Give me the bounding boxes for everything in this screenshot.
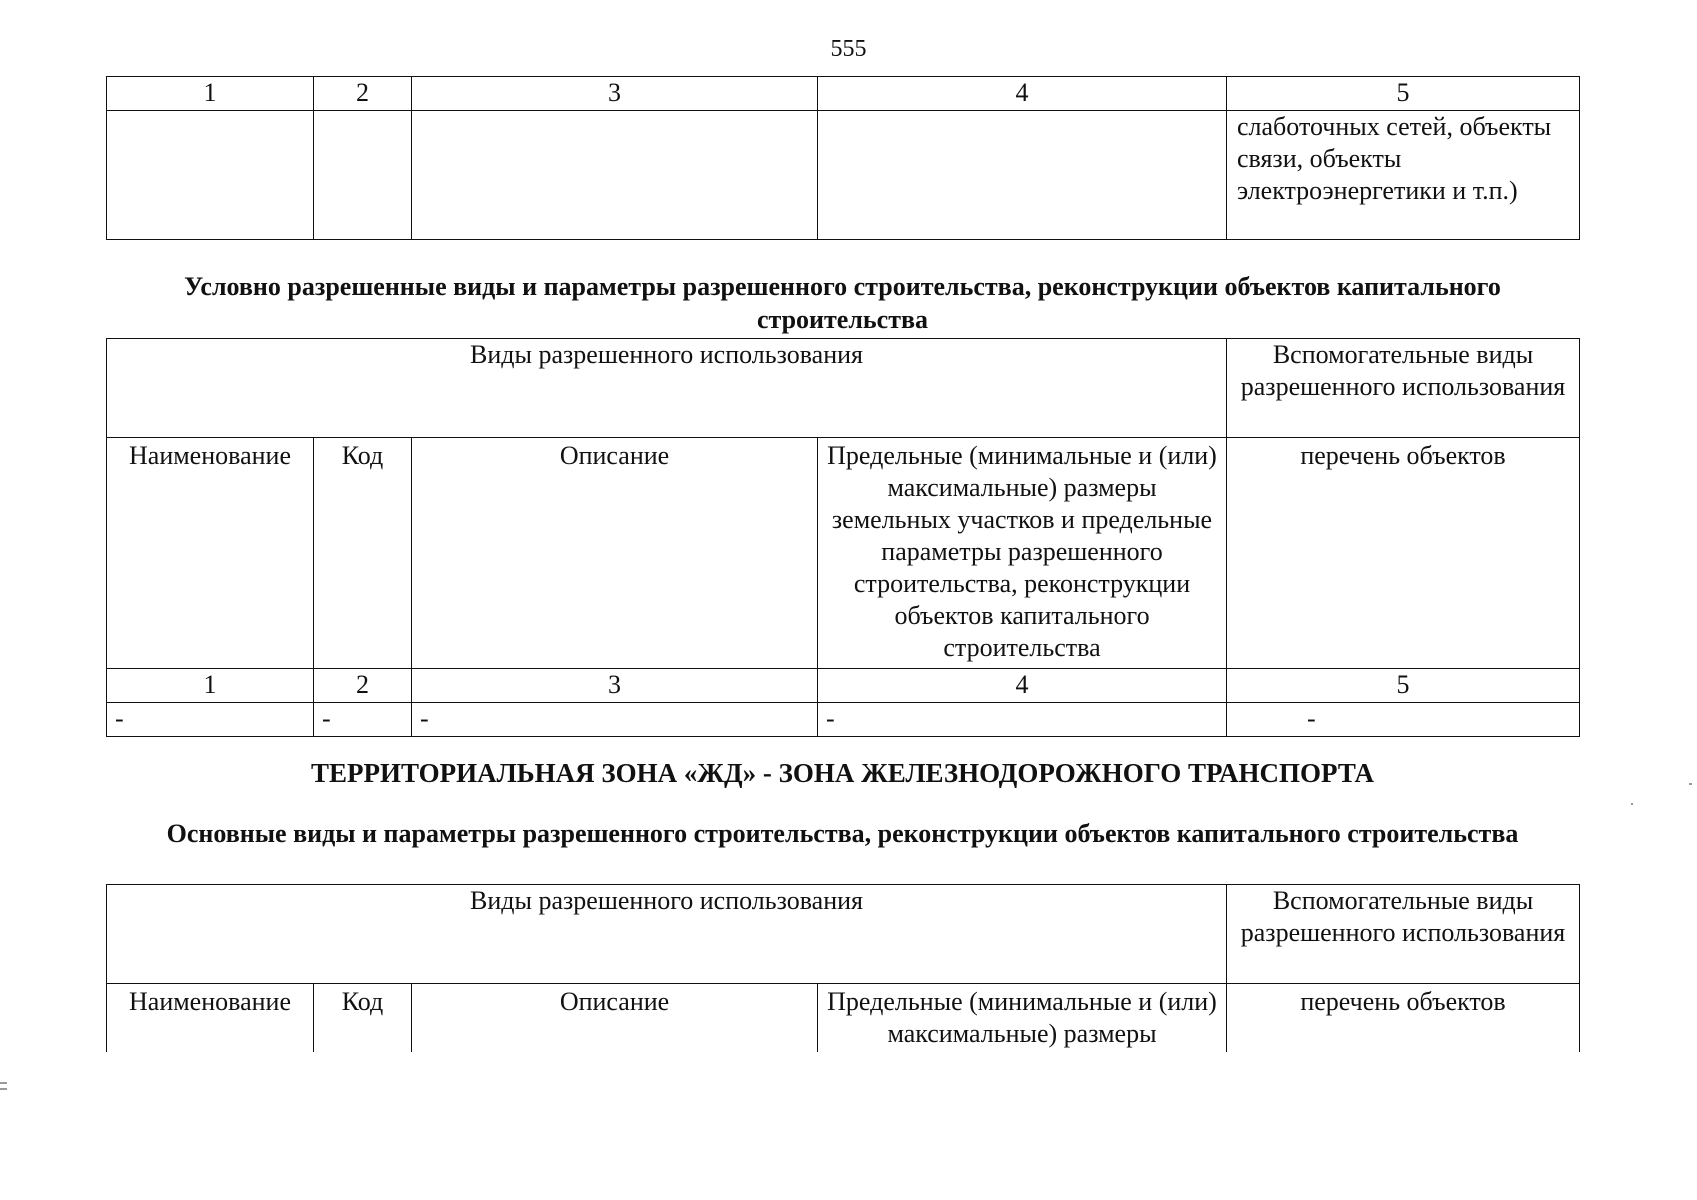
table-row: [107, 111, 1580, 240]
column-header-objects: перечень объектов: [1227, 984, 1580, 1153]
table-cell: [412, 111, 818, 240]
column-number-2: 2: [314, 669, 412, 703]
column-header-name: Наименование: [107, 984, 314, 1153]
column-number-1: 1: [107, 669, 314, 703]
column-number-4: 4: [818, 669, 1227, 703]
page-number: 555: [830, 36, 867, 62]
column-header-objects: перечень объектов: [1227, 438, 1580, 669]
column-number-row: [107, 669, 1580, 703]
main-section-heading: Основные виды и параметры разрешенного строительства, реконструкции объектов капитального строительства: [166, 819, 1519, 848]
column-header-description: Описание: [412, 984, 818, 1153]
column-header-code: Код: [314, 984, 412, 1153]
table-header-row: [107, 339, 1580, 438]
column-number-2: 2: [314, 77, 412, 111]
auxiliary-use-header: Вспомогательные виды разрешенного использования: [1227, 885, 1580, 984]
scan-mark: [1689, 783, 1692, 785]
column-header-code: Код: [314, 438, 412, 669]
continuation-table: [106, 76, 1580, 240]
page-bottom-margin: [0, 1052, 1697, 1200]
conditional-section-heading: Условно разрешенные виды и параметры разрешенного строительства, реконструкции объектов капитального строительства: [184, 272, 1501, 334]
column-header-name: Наименование: [107, 438, 314, 669]
scan-mark: [0, 1082, 7, 1084]
table-cell-code: -: [314, 703, 412, 737]
column-header-limits: Предельные (минимальные и (или) максимальные) размеры: [818, 984, 1227, 1153]
table-subheader-row: [107, 438, 1580, 669]
scan-mark: [1631, 803, 1633, 805]
table-cell: [107, 111, 314, 240]
table-cell-limits: -: [818, 703, 1227, 737]
auxiliary-objects-cell: слаботочных сетей, объекты связи, объекты электроэнергетики и т.п.): [1227, 111, 1580, 240]
column-number-5: 5: [1227, 77, 1580, 111]
table-cell: [818, 111, 1227, 240]
permitted-use-group-header: Виды разрешенного использования: [107, 339, 1227, 438]
table-cell-description: -: [412, 703, 818, 737]
permitted-use-group-header: Виды разрешенного использования: [107, 885, 1227, 984]
zone-title: ТЕРРИТОРИАЛЬНАЯ ЗОНА «ЖД» - ЗОНА ЖЕЛЕЗНОДОРОЖНОГО ТРАНСПОРТА: [310, 758, 1375, 788]
column-number-3: 3: [412, 669, 818, 703]
column-number-1: 1: [107, 77, 314, 111]
table-row: [107, 703, 1580, 737]
scan-mark: [0, 1088, 7, 1090]
column-number-3: 3: [412, 77, 818, 111]
conditional-use-table: [106, 338, 1580, 737]
table-header-row: [107, 885, 1580, 984]
column-number-5: 5: [1227, 669, 1580, 703]
column-number-4: 4: [818, 77, 1227, 111]
column-number-row: [107, 77, 1580, 111]
table-cell: [314, 111, 412, 240]
table-cell-name: -: [107, 703, 314, 737]
column-header-limits: Предельные (минимальные и (или) максимальные) размеры земельных участков и предельные параметры разрешенного строительства, реконструкции объектов капитального строительства: [818, 438, 1227, 669]
auxiliary-use-header: Вспомогательные виды разрешенного использования: [1227, 339, 1580, 438]
column-header-description: Описание: [412, 438, 818, 669]
table-cell-objects: -: [1227, 703, 1580, 737]
